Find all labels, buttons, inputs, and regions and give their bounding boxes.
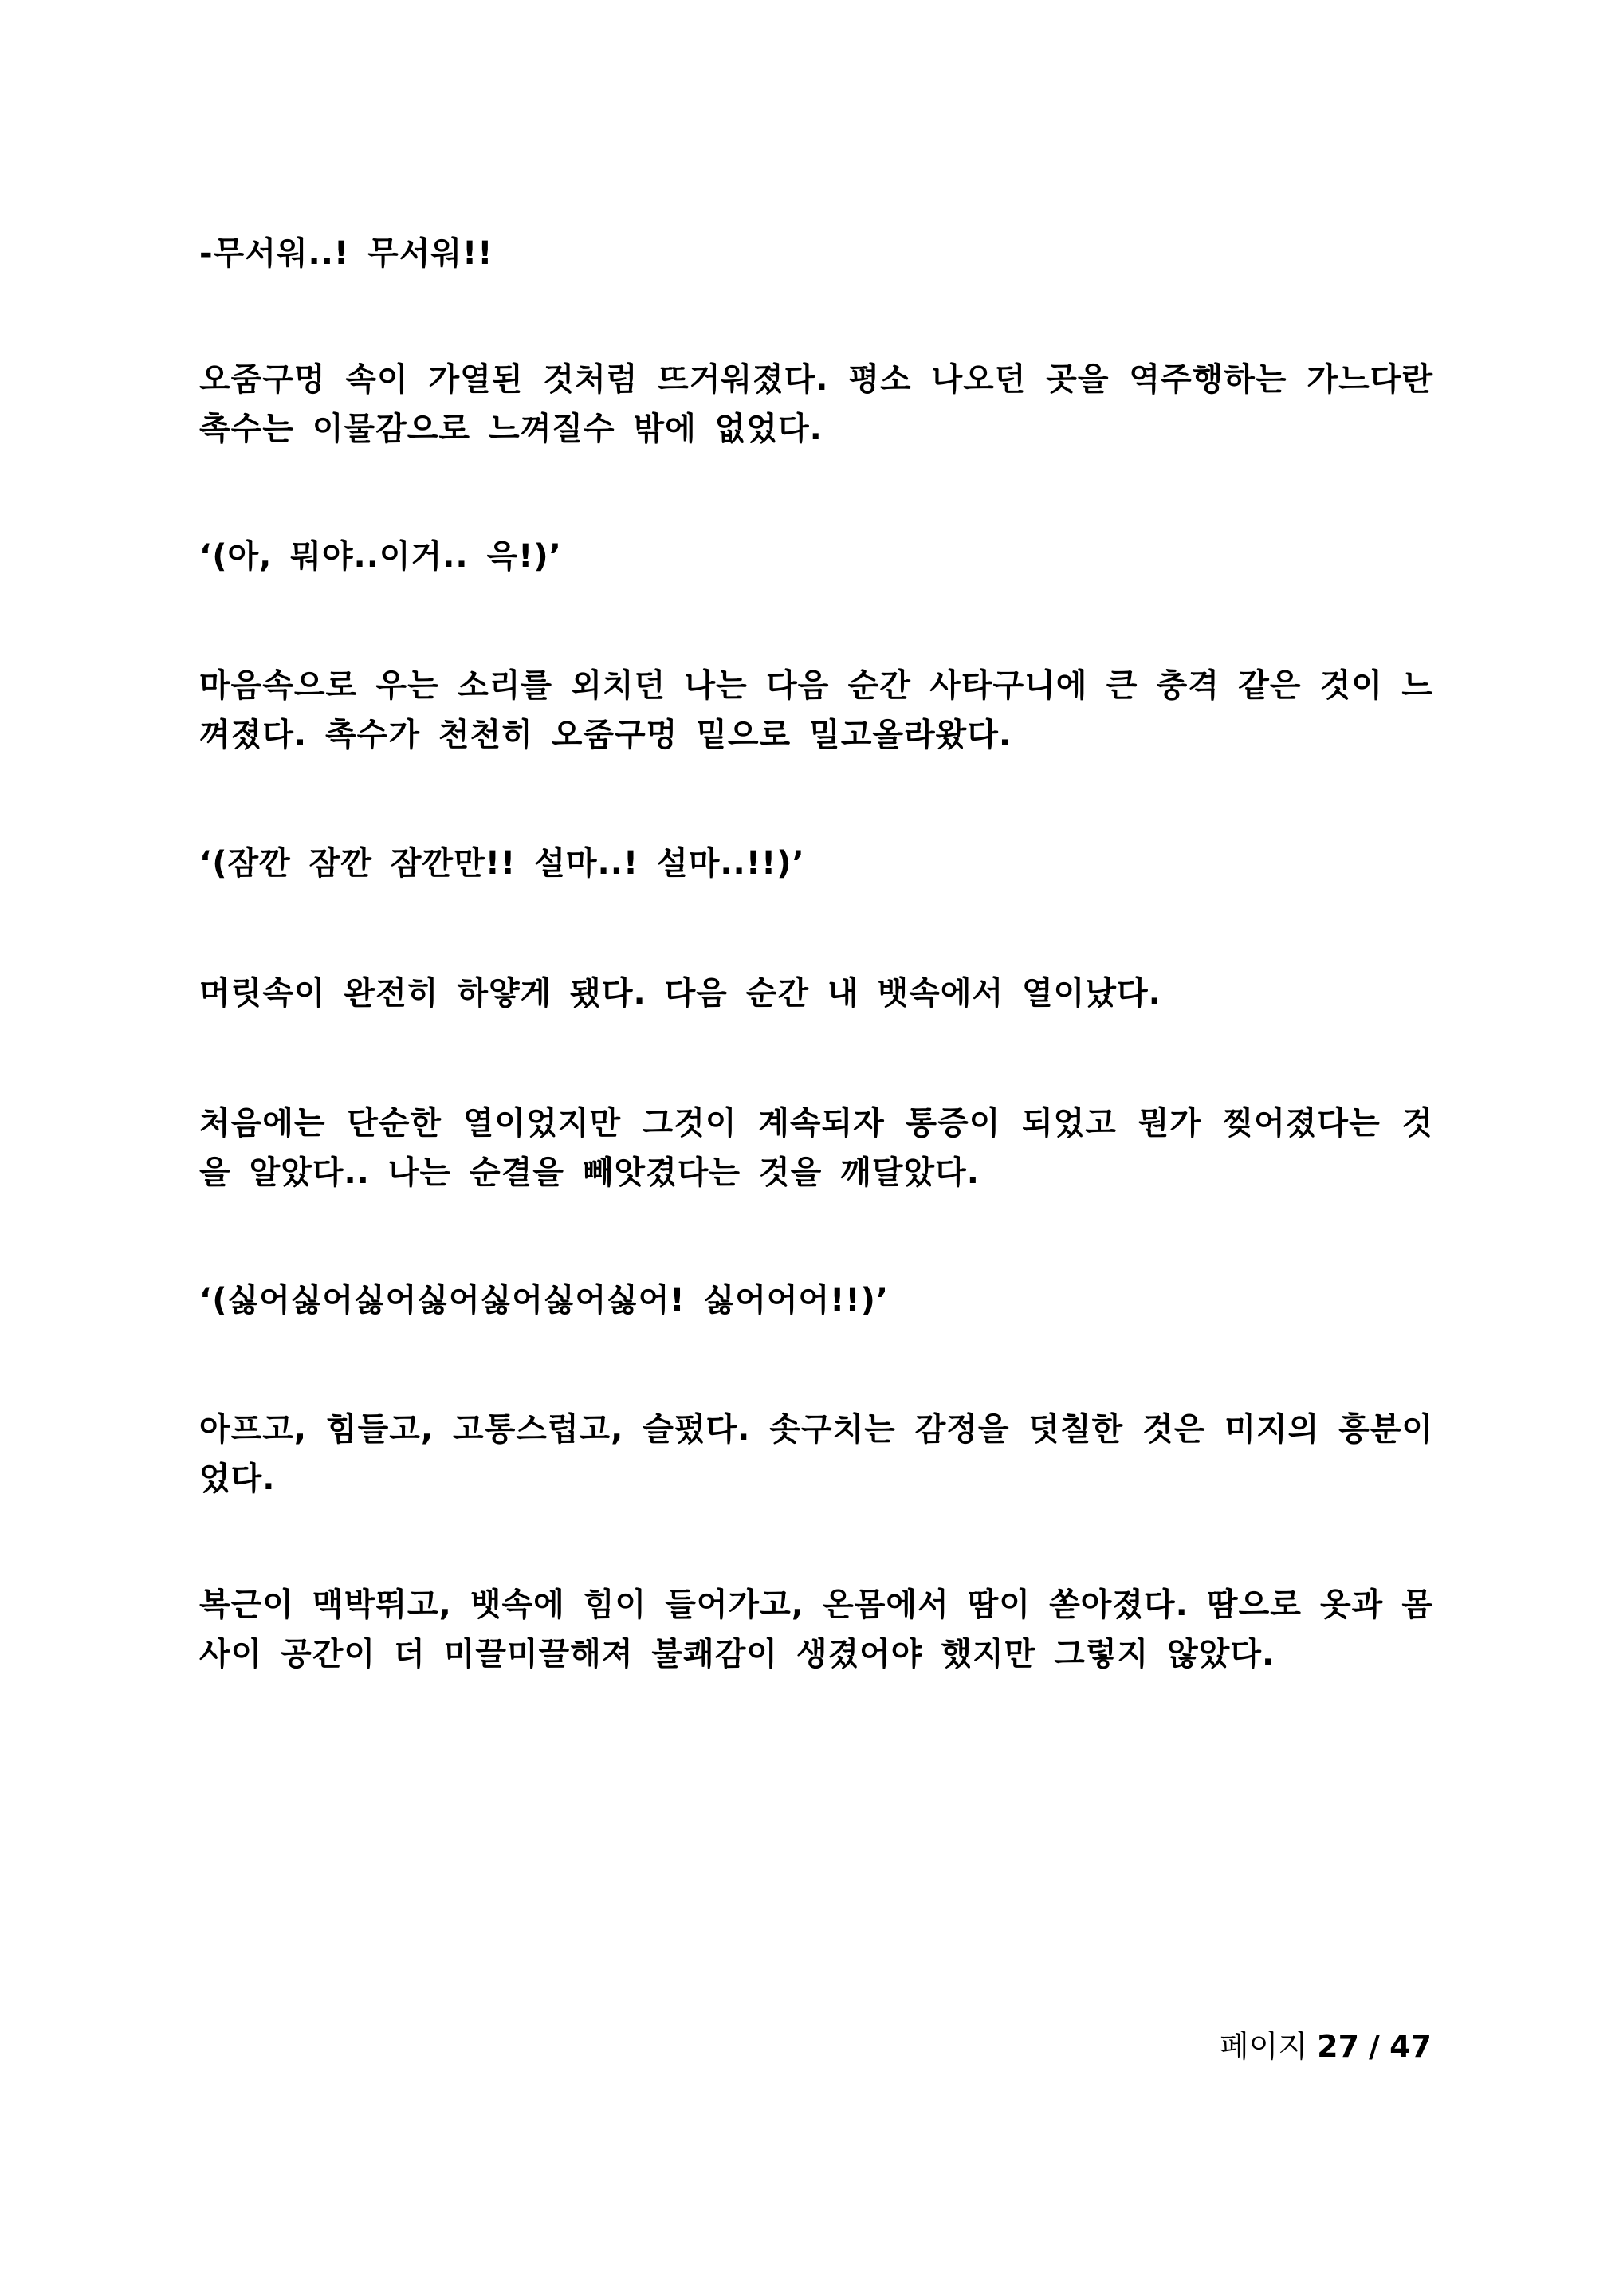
paragraph-8: ‘(싫어싫어싫어싫어싫어싫어싫어! 싫어어어!!)’ <box>199 1282 890 1319</box>
paragraph-6: 머릿속이 완전히 하얗게 됐다. 다음 순간 내 뱃속에서 열이났다. <box>199 975 1161 1012</box>
paragraph-7: 처음에는 단순한 열이었지만 그것이 계속되자 통증이 되었고 뭔가 찢어졌다는 것을 알았다.. 나는 순결을 빼앗겼다는 것을 깨달았다. <box>199 1105 1433 1191</box>
paragraph-3: ‘(아, 뭐야..이거.. 윽!)’ <box>199 538 562 575</box>
total-page-count: 47 <box>1389 2029 1432 2064</box>
page-separator: / <box>1369 2029 1381 2064</box>
paragraph-9: 아프고, 힘들고, 고통스럽고, 슬펐다. 솟구치는 감정을 덧칠한 것은 미지의 흥분이었다. <box>199 1411 1433 1497</box>
paragraph-1: -무서워..! 무서워!! <box>199 235 493 272</box>
paragraph-4: 마음속으로 우는 소리를 외치던 나는 다음 순간 사타구니에 큰 충격 같은 것이 느껴졌다. 촉수가 천천히 오줌구멍 밑으로 밀고올라왔다. <box>199 667 1433 753</box>
page-label: 페이지 <box>1219 2029 1308 2064</box>
current-page-number: 27 <box>1317 2029 1360 2064</box>
paragraph-5: ‘(잠깐 잠깐 잠깐만!! 설마..! 설마..!!)’ <box>199 845 805 882</box>
paragraph-10: 복근이 맥박뛰고, 뱃속에 힘이 들어가고, 온몸에서 땀이 쏟아졌다. 땀으로 옷과 몸 사이 공간이 더 미끌미끌해져 불쾌감이 생겼어야 했지만 그렇지 않았다. <box>199 1586 1433 1673</box>
page-number-footer <box>1116 2027 1432 2066</box>
paragraph-2: 오줌구멍 속이 가열된 것처럼 뜨거워졌다. 평소 나오던 곳을 역주행하는 가느다란 촉수는 이물감으로 느껴질수 밖에 없었다. <box>199 361 1433 447</box>
